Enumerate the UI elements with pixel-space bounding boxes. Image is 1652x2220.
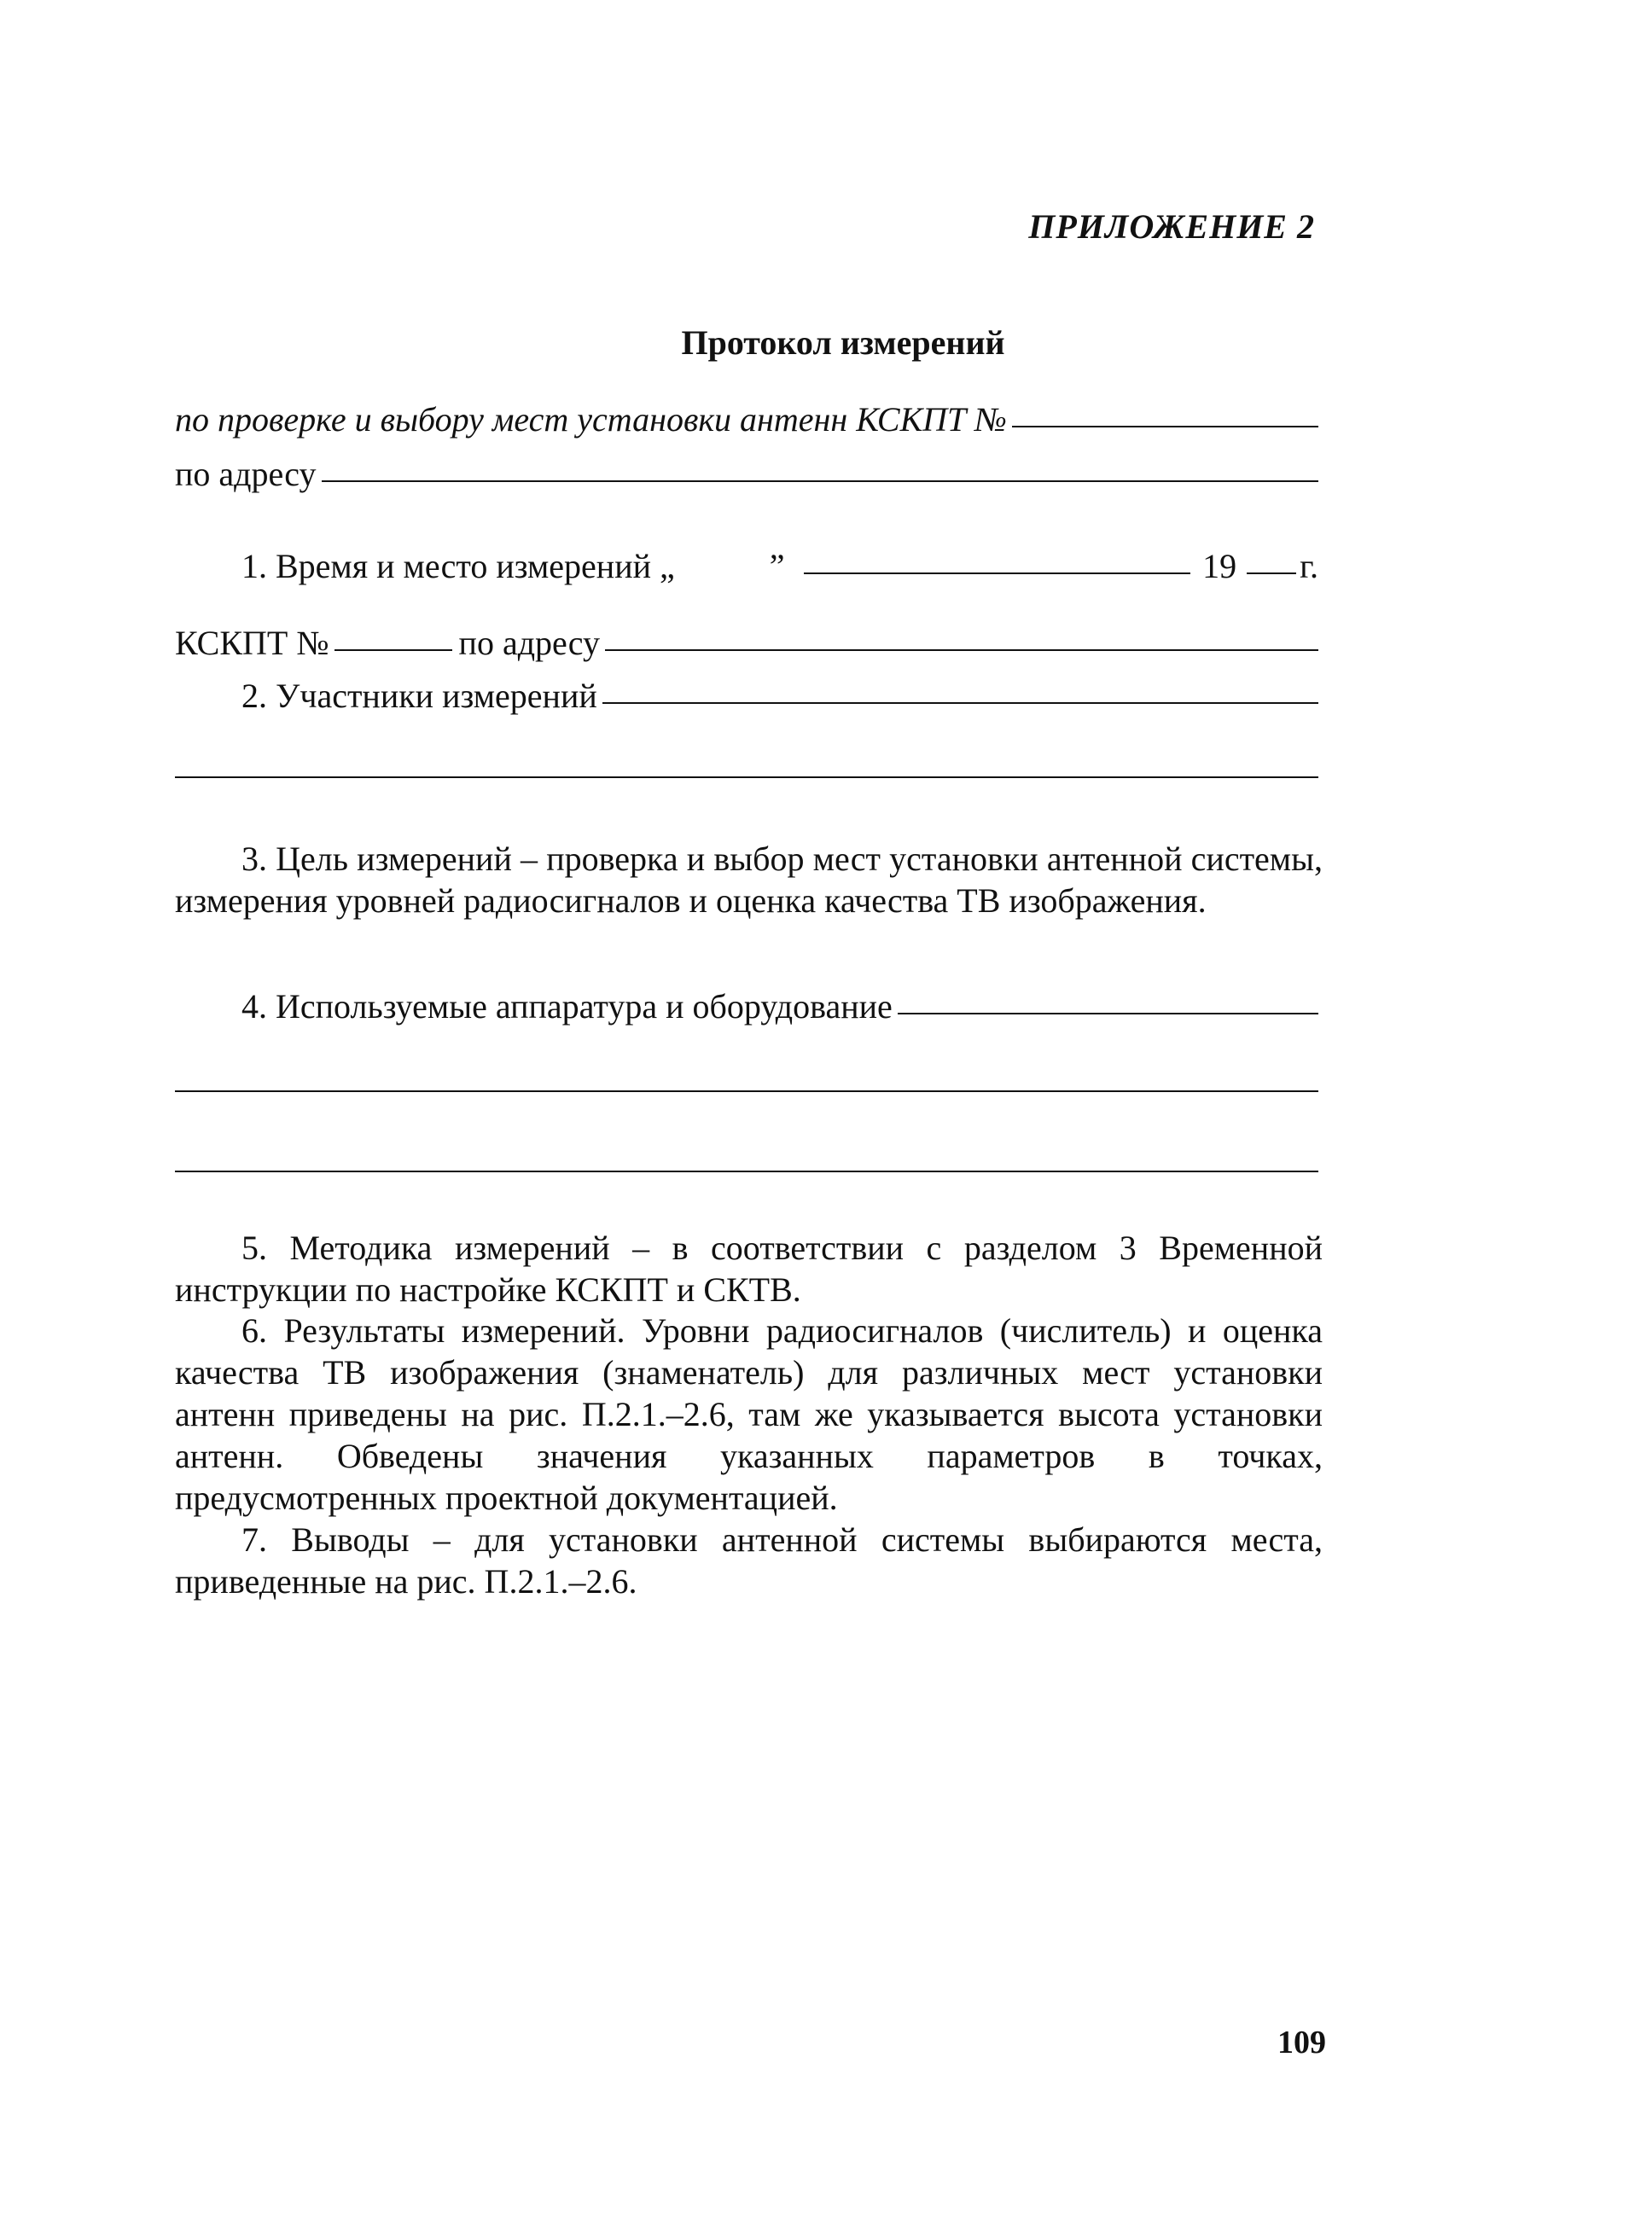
equipment-label: 4. Используемые аппаратура и оборудование [241, 987, 893, 1026]
year-prefix: 19 [1202, 547, 1237, 585]
participants-blank-line[interactable] [175, 776, 1318, 778]
item-purpose: 3. Цель измерений – проверка и выбор мест установки антенной системы, измерения уровней радиосигналов и оценка качества ТВ изображения. [175, 840, 1323, 920]
kskpt-label: КСКПТ № [175, 624, 329, 662]
item-method: 5. Методика измерений – в соответствии с разделом 3 Временной инструкции по настройке КСКПТ и СКТВ. [175, 1229, 1323, 1309]
year-blank[interactable] [1247, 572, 1296, 574]
time-place-field [175, 546, 1318, 586]
subtitle-label: по проверке и выбору мест установки антенн КСКПТ № [175, 400, 1007, 439]
time-place-label: 1. Время и место измерений „ [241, 547, 675, 585]
equipment-field [175, 986, 1318, 1026]
item-results: 6. Результаты измерений. Уровни радиосигналов (числитель) и оценка качества ТВ изображения (знаменатель) для различных мест установки антенн приведены на рис. П.2.1.–2.6, там же указывается высота установки антенн. Обведены значения указанных параметров в точках, предусмотренных проектной документацией. [175, 1311, 1323, 1517]
page-title: Протокол измерений [681, 323, 1005, 362]
kskpt-address-label: по адресу [458, 624, 601, 662]
kskpt-blank[interactable] [334, 649, 452, 651]
participants-field [175, 676, 1318, 716]
address-blank[interactable] [322, 480, 1319, 482]
item-conclusions: 7. Выводы – для установки антенной системы выбираются места, приведенные на рис. П.2.1.–2.6. [175, 1520, 1323, 1601]
kskpt-number-field [175, 399, 1318, 439]
address-label: по адресу [175, 455, 317, 493]
equipment-blank-line-1[interactable] [175, 1090, 1318, 1092]
participants-blank[interactable] [602, 702, 1318, 704]
kskpt-field [175, 623, 1318, 663]
participants-label: 2. Участники измерений [241, 677, 597, 715]
equipment-blank-line-2[interactable] [175, 1171, 1318, 1172]
appendix-label: ПРИЛОЖЕНИЕ 2 [1028, 207, 1315, 246]
page-number: 109 [1277, 2025, 1326, 2060]
year-suffix: г. [1300, 547, 1318, 585]
kskpt-address-blank[interactable] [605, 649, 1318, 651]
address-field [175, 454, 1318, 494]
equipment-blank[interactable] [898, 1013, 1318, 1014]
quote-close: ” [769, 547, 785, 585]
kskpt-number-blank[interactable] [1012, 426, 1318, 427]
month-blank[interactable] [804, 572, 1191, 574]
